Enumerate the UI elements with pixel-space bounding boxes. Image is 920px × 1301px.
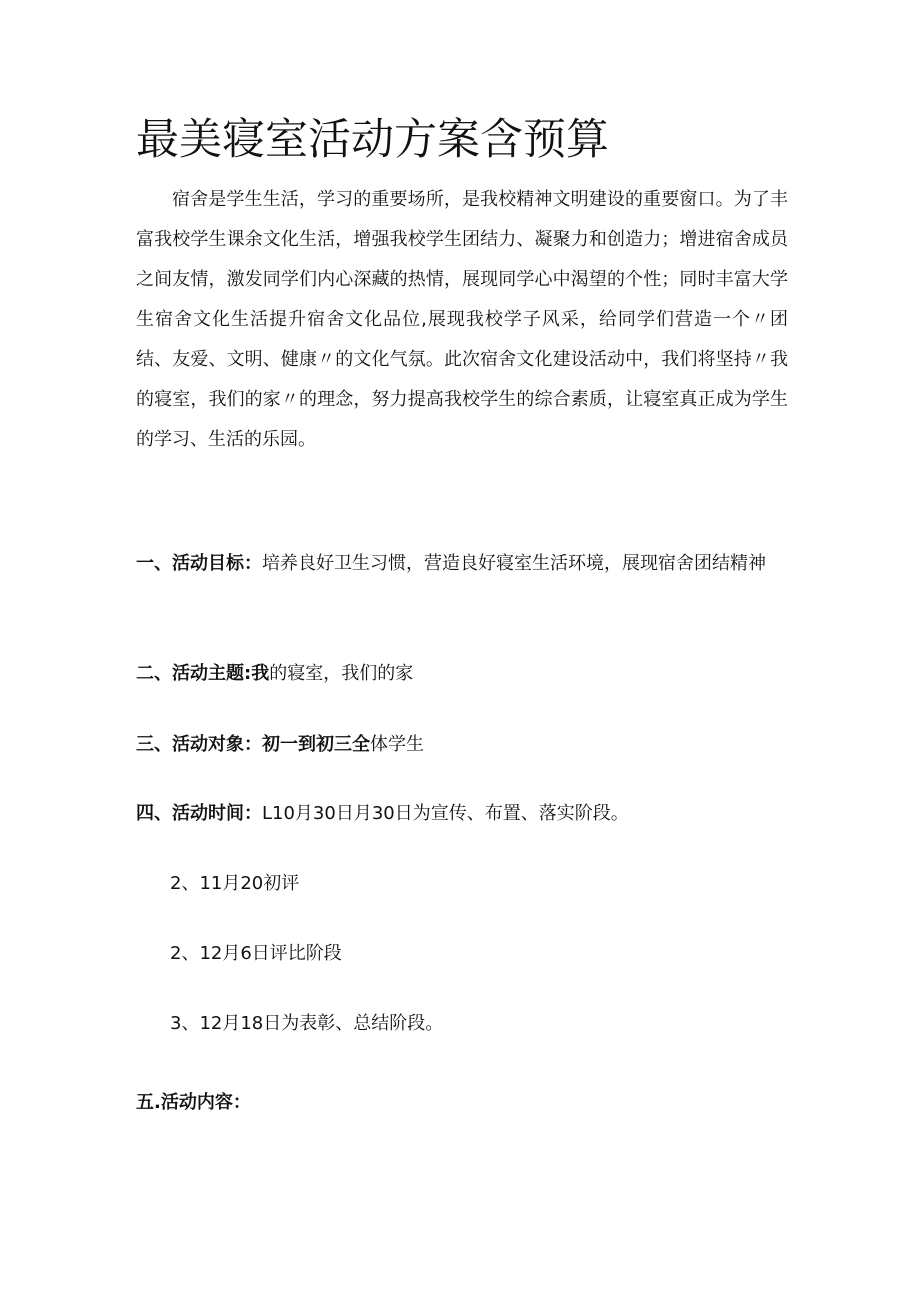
section-goal-label: 一、活动目标：	[136, 553, 262, 574]
time-item-3: 3、12月18日为表彰、总结阶段。	[170, 1013, 444, 1034]
section-content-label: 五.活动内容：	[136, 1092, 251, 1113]
document-title: 最美寝室活动方案含预算	[136, 115, 609, 165]
section-audience-text: 体学生	[370, 734, 424, 755]
section-time-text: L10月30日月30日为宣传、布置、落实阶段。	[262, 803, 629, 824]
section-audience	[136, 732, 424, 758]
section-theme-text: 的寝室，我们的家	[269, 663, 414, 684]
section-time-label: 四、活动时间：	[136, 803, 262, 824]
section-content	[136, 1090, 251, 1116]
section-audience-label: 三、活动对象：初一到初三全	[136, 734, 370, 755]
section-theme-label: 二、活动主题:我	[136, 663, 270, 684]
section-theme	[136, 661, 413, 687]
section-goal	[136, 540, 776, 588]
section-time	[136, 801, 629, 827]
section-goal-text: 培养良好卫生习惯，营造良好寝室生活环境，展现宿舍团结精神	[262, 553, 766, 574]
time-item-2: 2、12月6日评比阶段	[170, 943, 342, 964]
intro-paragraph: 宿舍是学生生活，学习的重要场所，是我校精神文明建设的重要窗口。为了丰富我校学生课余文化生活，增强我校学生团结力、凝聚力和创造力；增进宿舍成员之间友情，激发同学们内心深藏的热情，展现同学心中渴望的个性；同时丰富大学生宿舍文化生活提升宿舍文化品位,展现我校学子风采，给同学们营造一个〃团结、友爱、文明、健康〃的文化气氛。此次宿舍文化建设活动中，我们将坚持〃我的寝室，我们的家〃的理念，努力提高我校学生的综合素质，让寝室真正成为学生的学习、生活的乐园。	[136, 189, 788, 450]
time-item-1: 2、11月20初评	[170, 873, 300, 894]
